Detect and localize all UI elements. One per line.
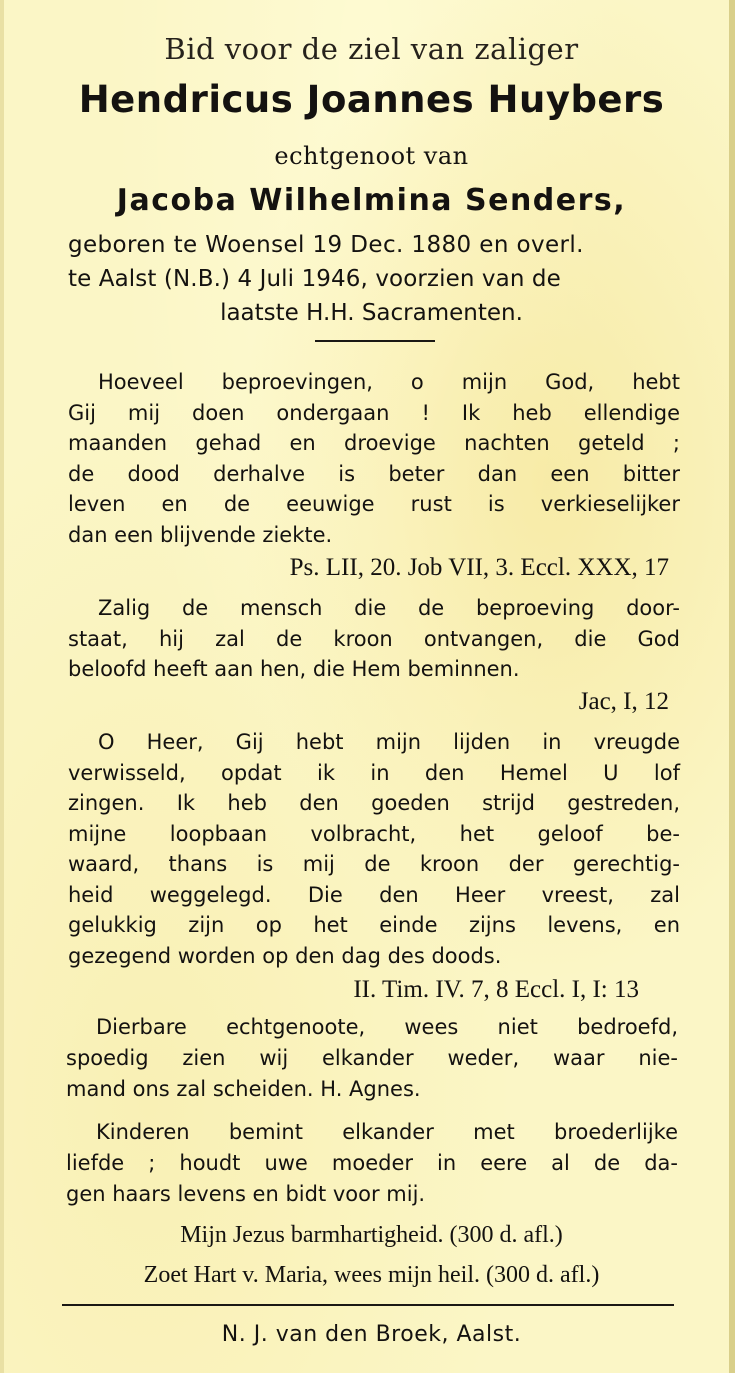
deceased-name: Hendricus Joannes Huybers [78, 78, 665, 121]
paragraph-line-text: mijne loopbaan volbracht, het geloof be- [68, 821, 680, 846]
paragraph-line [98, 370, 680, 394]
birth-line [68, 232, 671, 258]
paragraph-line-text: mand ons zal scheiden. H. Agnes. [66, 1077, 421, 1101]
birth-line: laatste H.H. Sacramenten. [220, 300, 523, 326]
separator-rule [315, 340, 435, 342]
paragraph-line-text: gelukkig zijn op het einde zijns levens, en [68, 913, 680, 937]
paragraph-line-text: heid weggelegd. Die den Heer vreest, zal [68, 882, 680, 907]
paragraph-line-text: leven en de eeuwige rust is verkieselijker [68, 492, 680, 516]
paragraph-line-text: maanden gehad en droevige nachten geteld ; [68, 431, 680, 455]
paragraph-line-text: dan een blijvende ziekte. [68, 522, 333, 547]
birth-line-text: geboren te Woensel 19 Dec. 1880 en overl. [68, 232, 584, 258]
paragraph-line [68, 523, 332, 547]
birth-line [68, 266, 671, 292]
paragraph-line [68, 462, 680, 486]
paragraph-line [68, 852, 680, 876]
paragraph-line-text: gezegend worden op den dag des doods. [68, 943, 502, 968]
paragraph-line-text: Dierbare echtgenoote, wees niet bedroefd, [96, 1015, 678, 1039]
paragraph-line [68, 822, 680, 846]
paragraph-line-text: Hoeveel beproevingen, o mijn God, hebt [98, 370, 680, 394]
paragraph-line [68, 913, 680, 937]
paragraph-line [66, 1077, 421, 1101]
paragraph-line [68, 657, 520, 681]
paragraph-line [68, 761, 680, 785]
citation: II. Tim. IV. 7, 8 Eccl. I, I: 13 [353, 976, 639, 1003]
paragraph-line-text: spoedig zien wij elkander weder, waar nie- [66, 1046, 678, 1070]
paragraph-line-text: Gij mij doen ondergaan ! Ik heb ellendige [68, 400, 680, 425]
card-header: Bid voor de ziel van zaliger [164, 32, 579, 66]
printer-name: N. J. van den Broek, Aalst. [221, 1322, 522, 1347]
relation-text: echtgenoot van [274, 142, 469, 170]
prayer-line: Zoet Hart v. Maria, wees mijn heil. (300 d. afl.) [143, 1262, 600, 1288]
paragraph-line [98, 596, 680, 620]
paragraph-line [68, 401, 680, 425]
paragraph-line [68, 431, 680, 455]
paragraph-line-text: staat, hij zal de kroon ontvangen, die God [68, 626, 680, 651]
paragraph-line [98, 730, 680, 754]
paragraph-line [68, 791, 680, 815]
citation: Ps. LII, 20. Job VII, 3. Eccl. XXX, 17 [289, 554, 669, 581]
paragraph-line [68, 883, 680, 907]
paragraph-line-text: Zalig de mensch die de beproeving door- [98, 596, 680, 620]
prayer-line: Mijn Jezus barmhartigheid. (300 d. afl.) [180, 1222, 563, 1248]
spouse-name: Jacoba Wilhelmina Senders, [116, 183, 627, 218]
paragraph-line [66, 1046, 678, 1070]
paragraph-line [68, 492, 680, 516]
paragraph-line-text: waard, thans is mij de kroon der gerechtig- [68, 852, 680, 876]
paragraph-line-text: verwisseld, opdat ik in den Hemel U lof [68, 760, 680, 785]
birth-line-text: te Aalst (N.B.) 4 Juli 1946, voorzien van de [68, 266, 561, 292]
paragraph-line-text: Kinderen bemint elkander met broederlijke [96, 1120, 678, 1144]
paragraph-line-text: beloofd heeft aan hen, die Hem beminnen. [68, 657, 520, 681]
paragraph-line [96, 1120, 678, 1144]
paragraph-line [68, 627, 680, 651]
citation: Jac, I, 12 [578, 688, 669, 715]
paragraph-line-text: liefde ; houdt uwe moeder in eere al de da- [66, 1151, 678, 1175]
paragraph-line-text: gen haars levens en bidt voor mij. [66, 1182, 426, 1206]
paragraph-line [96, 1015, 678, 1039]
bottom-rule [62, 1304, 674, 1306]
paragraph-line-text: zingen. Ik heb den goeden strijd gestreden, [68, 791, 680, 815]
paragraph-line [66, 1151, 678, 1175]
paragraph-line [68, 944, 501, 968]
paragraph-line-text: O Heer, Gij hebt mijn lijden in vreugde [98, 730, 680, 754]
paragraph-line-text: de dood derhalve is beter dan een bitter [68, 461, 680, 486]
paragraph-line [66, 1182, 425, 1206]
